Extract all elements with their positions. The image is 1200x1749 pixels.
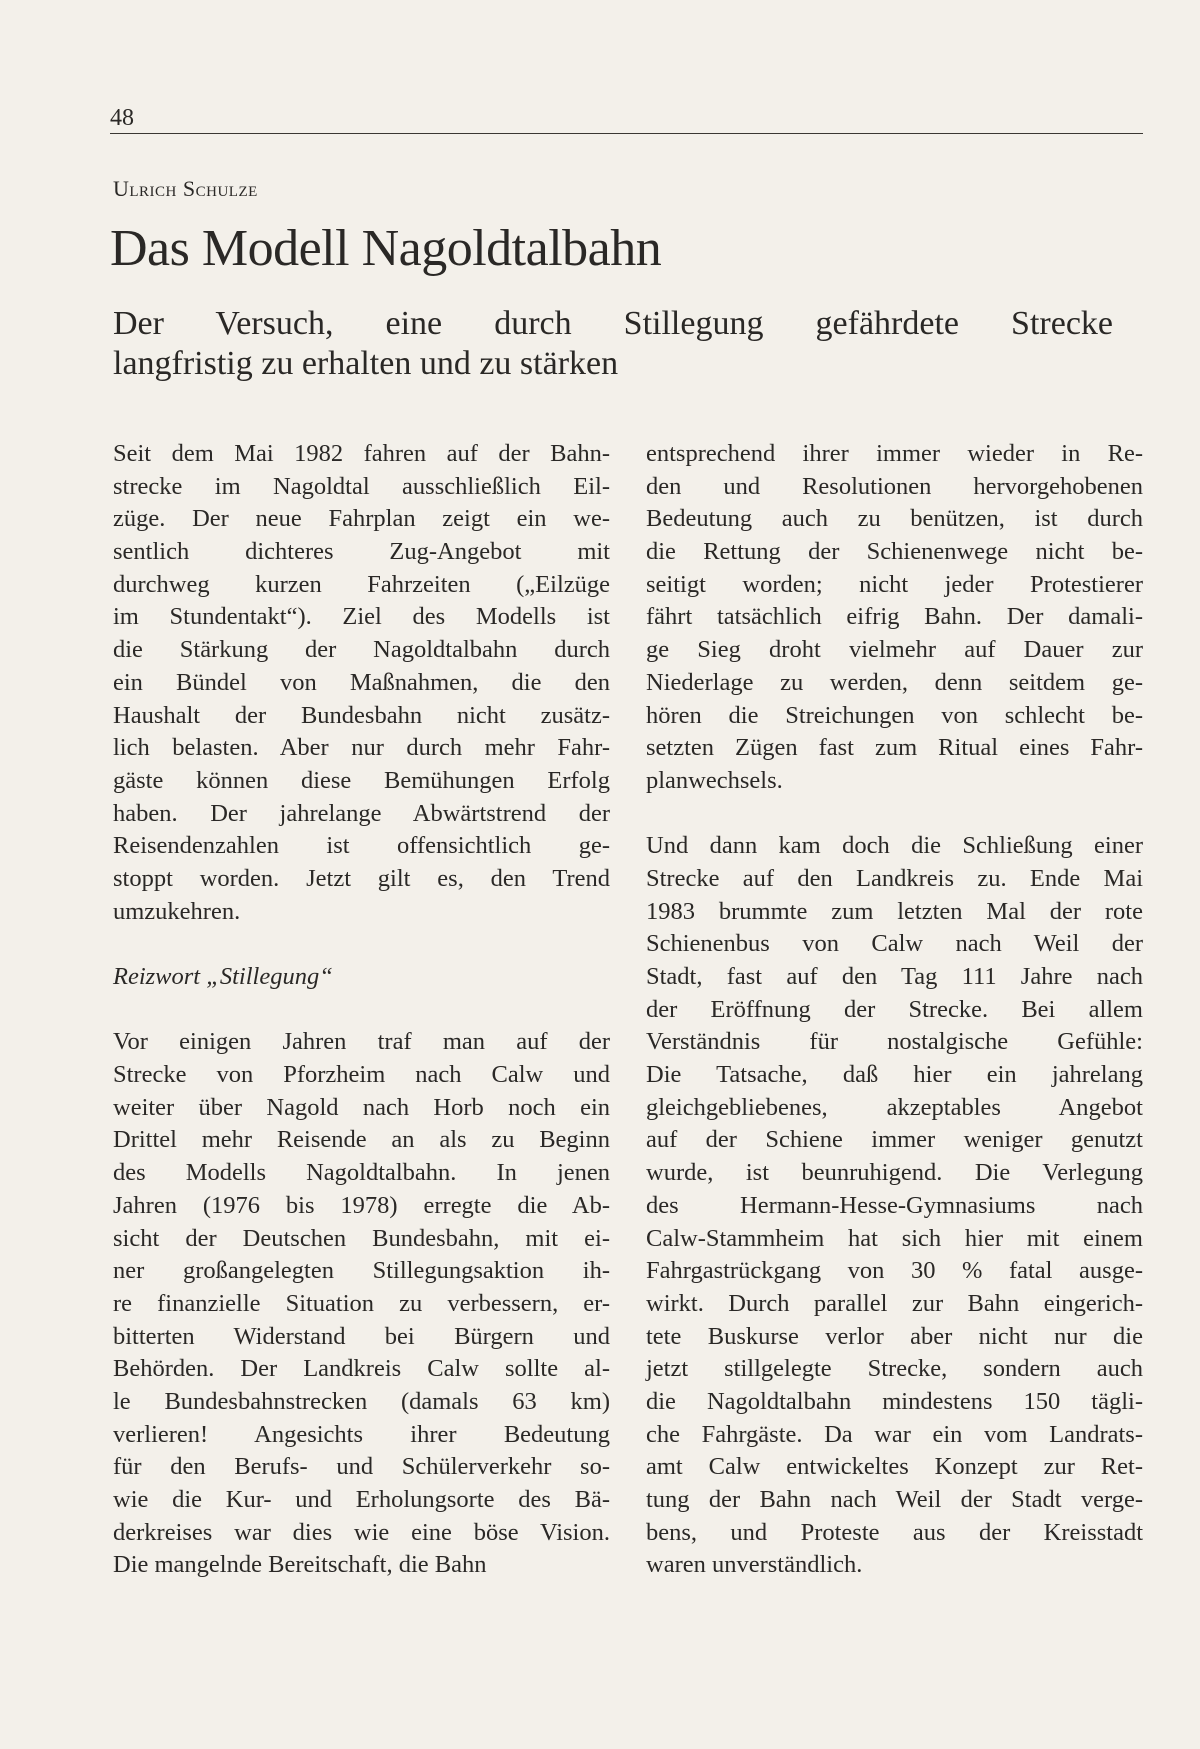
- article-title: Das Modell Nagoldtalbahn: [110, 220, 662, 277]
- page-number: 48: [110, 105, 134, 131]
- header-rule: [110, 133, 1143, 134]
- text-line: lich belasten. Aber nur durch mehr Fahr-: [113, 734, 610, 762]
- text-line: Drittel mehr Reisende an als zu Beginn: [113, 1126, 610, 1154]
- section-subheading: Reizwort „Stillegung“: [113, 963, 333, 990]
- text-line: bens, und Proteste aus der Kreisstadt: [646, 1518, 1143, 1546]
- text-line: re finanzielle Situation zu verbessern, er-: [113, 1289, 610, 1317]
- text-line: Reisendenzahlen ist offensichtlich ge-: [113, 832, 610, 860]
- text-line: Bedeutung auch zu benützen, ist durch: [646, 505, 1143, 533]
- text-line: sicht der Deutschen Bundesbahn, mit ei-: [113, 1224, 610, 1252]
- text-line: setzten Zügen fast zum Ritual eines Fahr-: [646, 734, 1143, 762]
- text-line: züge. Der neue Fahrplan zeigt ein we-: [113, 505, 610, 533]
- text-line: Vor einigen Jahren traf man auf der: [113, 1028, 610, 1056]
- author-name: Ulrich Schulze: [113, 176, 258, 201]
- text-line: tete Buskurse verlor aber nicht nur die: [646, 1322, 1143, 1350]
- text-line: Jahren (1976 bis 1978) erregte die Ab-: [113, 1191, 610, 1219]
- text-line: gleichgebliebenes, akzeptables Angebot: [646, 1093, 1143, 1121]
- text-line: waren unverständlich.: [646, 1551, 863, 1579]
- text-line: Fahrgastrückgang von 30 % fatal ausge-: [646, 1257, 1143, 1285]
- text-line: der Eröffnung der Strecke. Bei allem: [646, 995, 1143, 1023]
- text-line: planwechsels.: [646, 766, 783, 794]
- text-line: im Stundentakt“). Ziel des Modells ist: [113, 603, 610, 631]
- text-line: die Stärkung der Nagoldtalbahn durch: [113, 636, 610, 664]
- text-line: des Modells Nagoldtalbahn. In jenen: [113, 1159, 610, 1187]
- text-line: den und Resolutionen hervorgehobenen: [646, 472, 1143, 500]
- text-line: verlieren! Angesichts ihrer Bedeutung: [113, 1420, 610, 1448]
- subtitle-line: Der Versuch, eine durch Stillegung gefährdete Strecke: [113, 305, 1113, 342]
- text-line: jetzt stillgelegte Strecke, sondern auch: [646, 1355, 1143, 1383]
- text-line: tung der Bahn nach Weil der Stadt verge-: [646, 1486, 1143, 1513]
- article-subtitle: [113, 304, 1113, 384]
- text-line: stoppt worden. Jetzt gilt es, den Trend: [113, 864, 610, 892]
- text-line: fährt tatsächlich eifrig Bahn. Der damali-: [646, 603, 1143, 631]
- text-line: Strecke von Pforzheim nach Calw und: [113, 1061, 610, 1089]
- text-line: 1983 brummte zum letzten Mal der rote: [646, 897, 1143, 925]
- text-line: Niederlage zu werden, denn seitdem ge-: [646, 668, 1143, 696]
- text-line: für den Berufs- und Schülerverkehr so-: [113, 1453, 610, 1481]
- text-line: ner großangelegten Stillegungsaktion ih-: [113, 1257, 610, 1285]
- text-line: Behörden. Der Landkreis Calw sollte al-: [113, 1355, 610, 1383]
- text-line: le Bundesbahnstrecken (damals 63 km): [113, 1387, 610, 1415]
- text-line: ge Sieg droht vielmehr auf Dauer zur: [646, 636, 1143, 664]
- text-line: gäste können diese Bemühungen Erfolg: [113, 766, 610, 794]
- right-column: [646, 438, 1143, 1582]
- text-line: auf der Schiene immer weniger genutzt: [646, 1126, 1143, 1154]
- text-line: Und dann kam doch die Schließung einer: [646, 832, 1143, 860]
- text-line: strecke im Nagoldtal ausschließlich Eil-: [113, 472, 610, 500]
- text-line: wirkt. Durch parallel zur Bahn eingerich-: [646, 1289, 1143, 1317]
- text-line: sentlich dichteres Zug-Angebot mit: [113, 538, 610, 566]
- left-column: [113, 438, 610, 1582]
- paragraph: [646, 830, 1143, 1582]
- text-line: che Fahrgäste. Da war ein vom Landrats-: [646, 1420, 1143, 1448]
- text-line: Schienenbus von Calw nach Weil der: [646, 930, 1143, 958]
- paragraph: [113, 1026, 610, 1582]
- text-line: die Nagoldtalbahn mindestens 150 tägli-: [646, 1387, 1143, 1415]
- text-line: des Hermann-Hesse-Gymnasiums nach: [646, 1191, 1143, 1219]
- text-line: wurde, ist beunruhigend. Die Verlegung: [646, 1159, 1143, 1187]
- text-line: haben. Der jahrelange Abwärtstrend der: [113, 799, 610, 827]
- paragraph: [113, 438, 610, 928]
- text-line: Verständnis für nostalgische Gefühle:: [646, 1028, 1143, 1056]
- text-line: Stadt, fast auf den Tag 111 Jahre nach: [646, 963, 1143, 990]
- text-line: bitterten Widerstand bei Bürgern und: [113, 1322, 610, 1350]
- text-line: Haushalt der Bundesbahn nicht zusätz-: [113, 701, 610, 729]
- text-line: entsprechend ihrer immer wieder in Re-: [646, 440, 1143, 467]
- subtitle-line: langfristig zu erhalten und zu stärken: [113, 345, 619, 382]
- paragraph: [646, 438, 1143, 798]
- text-line: Die Tatsache, daß hier ein jahrelang: [646, 1061, 1143, 1089]
- text-line: Seit dem Mai 1982 fahren auf der Bahn-: [113, 440, 610, 467]
- text-line: die Rettung der Schienenwege nicht be-: [646, 538, 1143, 566]
- text-line: Strecke auf den Landkreis zu. Ende Mai: [646, 864, 1143, 892]
- text-line: derkreises war dies wie eine böse Vision.: [113, 1518, 610, 1546]
- text-line: umzukehren.: [113, 897, 241, 925]
- text-line: wie die Kur- und Erholungsorte des Bä-: [113, 1486, 610, 1513]
- text-line: hören die Streichungen von schlecht be-: [646, 701, 1143, 729]
- text-line: seitigt worden; nicht jeder Protestierer: [646, 570, 1143, 598]
- text-line: durchweg kurzen Fahrzeiten („Eilzüge: [113, 570, 610, 598]
- text-line: Calw-Stammheim hat sich hier mit einem: [646, 1224, 1143, 1252]
- text-line: amt Calw entwickeltes Konzept zur Ret-: [646, 1453, 1143, 1481]
- text-line: ein Bündel von Maßnahmen, die den: [113, 668, 610, 696]
- text-line: Die mangelnde Bereitschaft, die Bahn: [113, 1551, 487, 1579]
- text-line: weiter über Nagold nach Horb noch ein: [113, 1093, 610, 1121]
